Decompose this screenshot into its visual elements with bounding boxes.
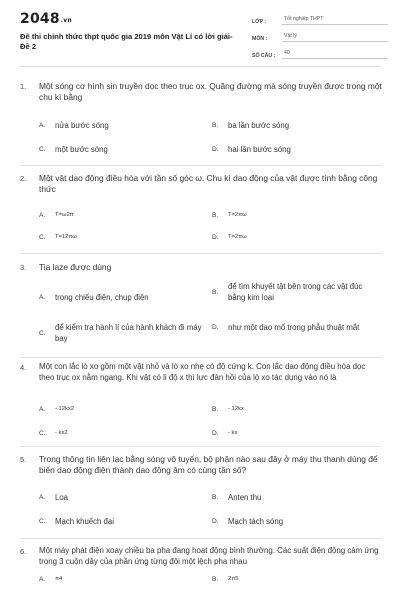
question-divider xyxy=(20,357,382,358)
answer-letter: D. xyxy=(212,324,219,331)
answer-letter: A. xyxy=(39,122,46,129)
question-text: Tia laze được dùng xyxy=(39,262,112,272)
answer-letter: B. xyxy=(212,288,219,296)
answer-text: trong chiếu điện, chụp điện xyxy=(55,293,149,302)
question-text: Trong thông tin liên lạc bằng sóng vô tuyến, bộ phận nào sau đây ở máy thu thanh dùng để biến dao động điện thành dao động âm có cùng tần số? xyxy=(39,454,378,475)
question-3 xyxy=(20,262,382,362)
answer-letter: D. xyxy=(212,429,219,437)
question-divider xyxy=(20,253,382,254)
question-number: 1. xyxy=(20,81,27,91)
answer-d[interactable] xyxy=(212,144,291,155)
answer-a[interactable] xyxy=(39,574,62,584)
answer-letter: C. xyxy=(39,518,46,525)
answer-letter: A. xyxy=(39,575,46,583)
subject-label: MÔN : xyxy=(252,36,268,42)
logo-suffix: .vn xyxy=(60,17,72,24)
answer-c[interactable] xyxy=(39,428,68,438)
answer-b[interactable] xyxy=(212,574,238,584)
answer-text: một bước sóng xyxy=(55,145,108,154)
answer-text: như một dao mổ trong phẫu thuật mắt xyxy=(228,323,360,332)
answer-a[interactable] xyxy=(39,492,68,503)
answer-text: π4 xyxy=(55,576,63,582)
answer-letter: D. xyxy=(212,146,219,153)
answer-text: ba lần bước sóng xyxy=(228,121,290,130)
answer-a[interactable] xyxy=(39,120,109,131)
question-divider xyxy=(20,538,382,539)
answer-text: 2π5 xyxy=(228,576,239,582)
answer-letter: A. xyxy=(39,294,46,301)
class-value: Tốt nghiệp THPT xyxy=(282,16,388,25)
answer-text: - kx xyxy=(228,430,238,436)
answer-text: T=2πω xyxy=(228,212,247,218)
answer-d[interactable] xyxy=(212,322,382,333)
answer-b[interactable] xyxy=(212,120,289,131)
site-logo[interactable] xyxy=(20,11,72,27)
answer-letter: A. xyxy=(39,494,46,501)
answer-d[interactable] xyxy=(212,232,247,242)
answer-letter: B. xyxy=(212,211,219,219)
answer-letter: C. xyxy=(39,429,46,437)
answer-b[interactable] xyxy=(212,281,382,303)
question-count-label: SỐ CÂU : xyxy=(252,53,276,59)
answer-text: - 12kx2 xyxy=(55,406,75,412)
question-number: 2. xyxy=(20,173,27,183)
answer-a[interactable] xyxy=(39,292,149,303)
question-divider xyxy=(20,165,382,166)
answer-text: Mạch tách sóng xyxy=(228,517,284,526)
question-number: 3. xyxy=(20,262,27,272)
answer-letter: D. xyxy=(212,518,219,525)
subject-value: Vật lý xyxy=(282,33,388,42)
meta-row-subject xyxy=(252,31,388,42)
question-divider xyxy=(20,446,382,447)
question-5 xyxy=(20,454,382,542)
answer-letter: C. xyxy=(39,329,46,337)
answer-text: Anten thu xyxy=(228,493,262,502)
answer-c[interactable] xyxy=(39,144,108,155)
question-number: 4. xyxy=(20,362,27,372)
answer-a[interactable] xyxy=(39,404,74,414)
question-4 xyxy=(20,362,382,450)
answer-text: nửa bước sóng xyxy=(55,121,109,130)
question-2 xyxy=(20,173,382,258)
question-text: Một máy phát điện xoay chiều ba pha đang hoạt động bình thường. Các suất điện động cảm ứng trong 3 cuộn dây của phần ứng từng đôi một lệch pha nhau xyxy=(39,546,379,566)
answer-text: T=12πω xyxy=(55,234,77,240)
question-text: Một con lắc lò xo gồm một vật nhỏ và lò xo nhẹ có độ cứng k. Con lắc dao động điều hòa dọc theo trục ox nằm ngang. Khi vật có li độ x thì lực đàn hồi của lò xo tác dụng vào nó là xyxy=(39,362,366,382)
question-text: Một sóng cơ hình sin truyền dọc theo trục ox. Quãng đường mà sóng truyền được trong một chu kì bằng xyxy=(39,81,382,102)
answer-text: để tìm khuyết tật bên trong các vật đúc bằng kim loại xyxy=(228,282,363,302)
answer-text: để kiểm tra hành lí của hành khách đi máy bay xyxy=(55,323,202,343)
answer-text: T=ω2π xyxy=(55,212,74,218)
exam-title: Đề thi chính thức thpt quốc gia 2019 môn Vật Lí có lời giải-Đề 2 xyxy=(20,32,233,51)
answer-d[interactable] xyxy=(212,428,237,438)
answer-letter: D. xyxy=(212,233,219,241)
answer-text: T=2πω xyxy=(228,234,247,240)
answer-b[interactable] xyxy=(212,210,247,220)
answer-c[interactable] xyxy=(39,232,77,242)
meta-row-count xyxy=(252,48,388,59)
answer-c[interactable] xyxy=(39,516,114,527)
exam-meta xyxy=(252,14,388,65)
answer-text: - 12kx xyxy=(228,406,244,412)
answer-letter: B. xyxy=(212,494,219,501)
answer-letter: B. xyxy=(212,575,219,583)
answer-b[interactable] xyxy=(212,404,244,414)
question-number: 6. xyxy=(20,546,27,556)
header-divider xyxy=(20,66,380,67)
answer-text: Mạch khuếch đại xyxy=(55,517,114,526)
answer-text: - kx2 xyxy=(55,430,68,436)
logo-text: 2048 xyxy=(20,11,60,27)
question-count-value: 40 xyxy=(282,50,388,59)
question-6 xyxy=(20,546,382,600)
meta-row-class xyxy=(252,14,388,25)
class-label: LỚP : xyxy=(252,19,267,25)
answer-letter: B. xyxy=(212,122,219,129)
header xyxy=(0,0,400,58)
question-text: Một vật dao động điều hòa với tần số góc ω. Chu kì dao động của vật được tính bằng công thức xyxy=(39,173,378,194)
answer-text: hai lần bước sóng xyxy=(228,145,291,154)
question-number: 5. xyxy=(20,454,27,464)
answer-d[interactable] xyxy=(212,516,283,527)
answer-letter: A. xyxy=(39,211,46,219)
answer-b[interactable] xyxy=(212,492,261,503)
answer-c[interactable] xyxy=(39,322,211,344)
answer-a[interactable] xyxy=(39,210,74,220)
question-1 xyxy=(20,81,382,171)
answer-letter: A. xyxy=(39,405,46,413)
answer-text: Loa xyxy=(55,493,69,502)
answer-letter: C. xyxy=(39,146,46,153)
answer-letter: C. xyxy=(39,233,46,241)
answer-letter: B. xyxy=(212,405,219,413)
